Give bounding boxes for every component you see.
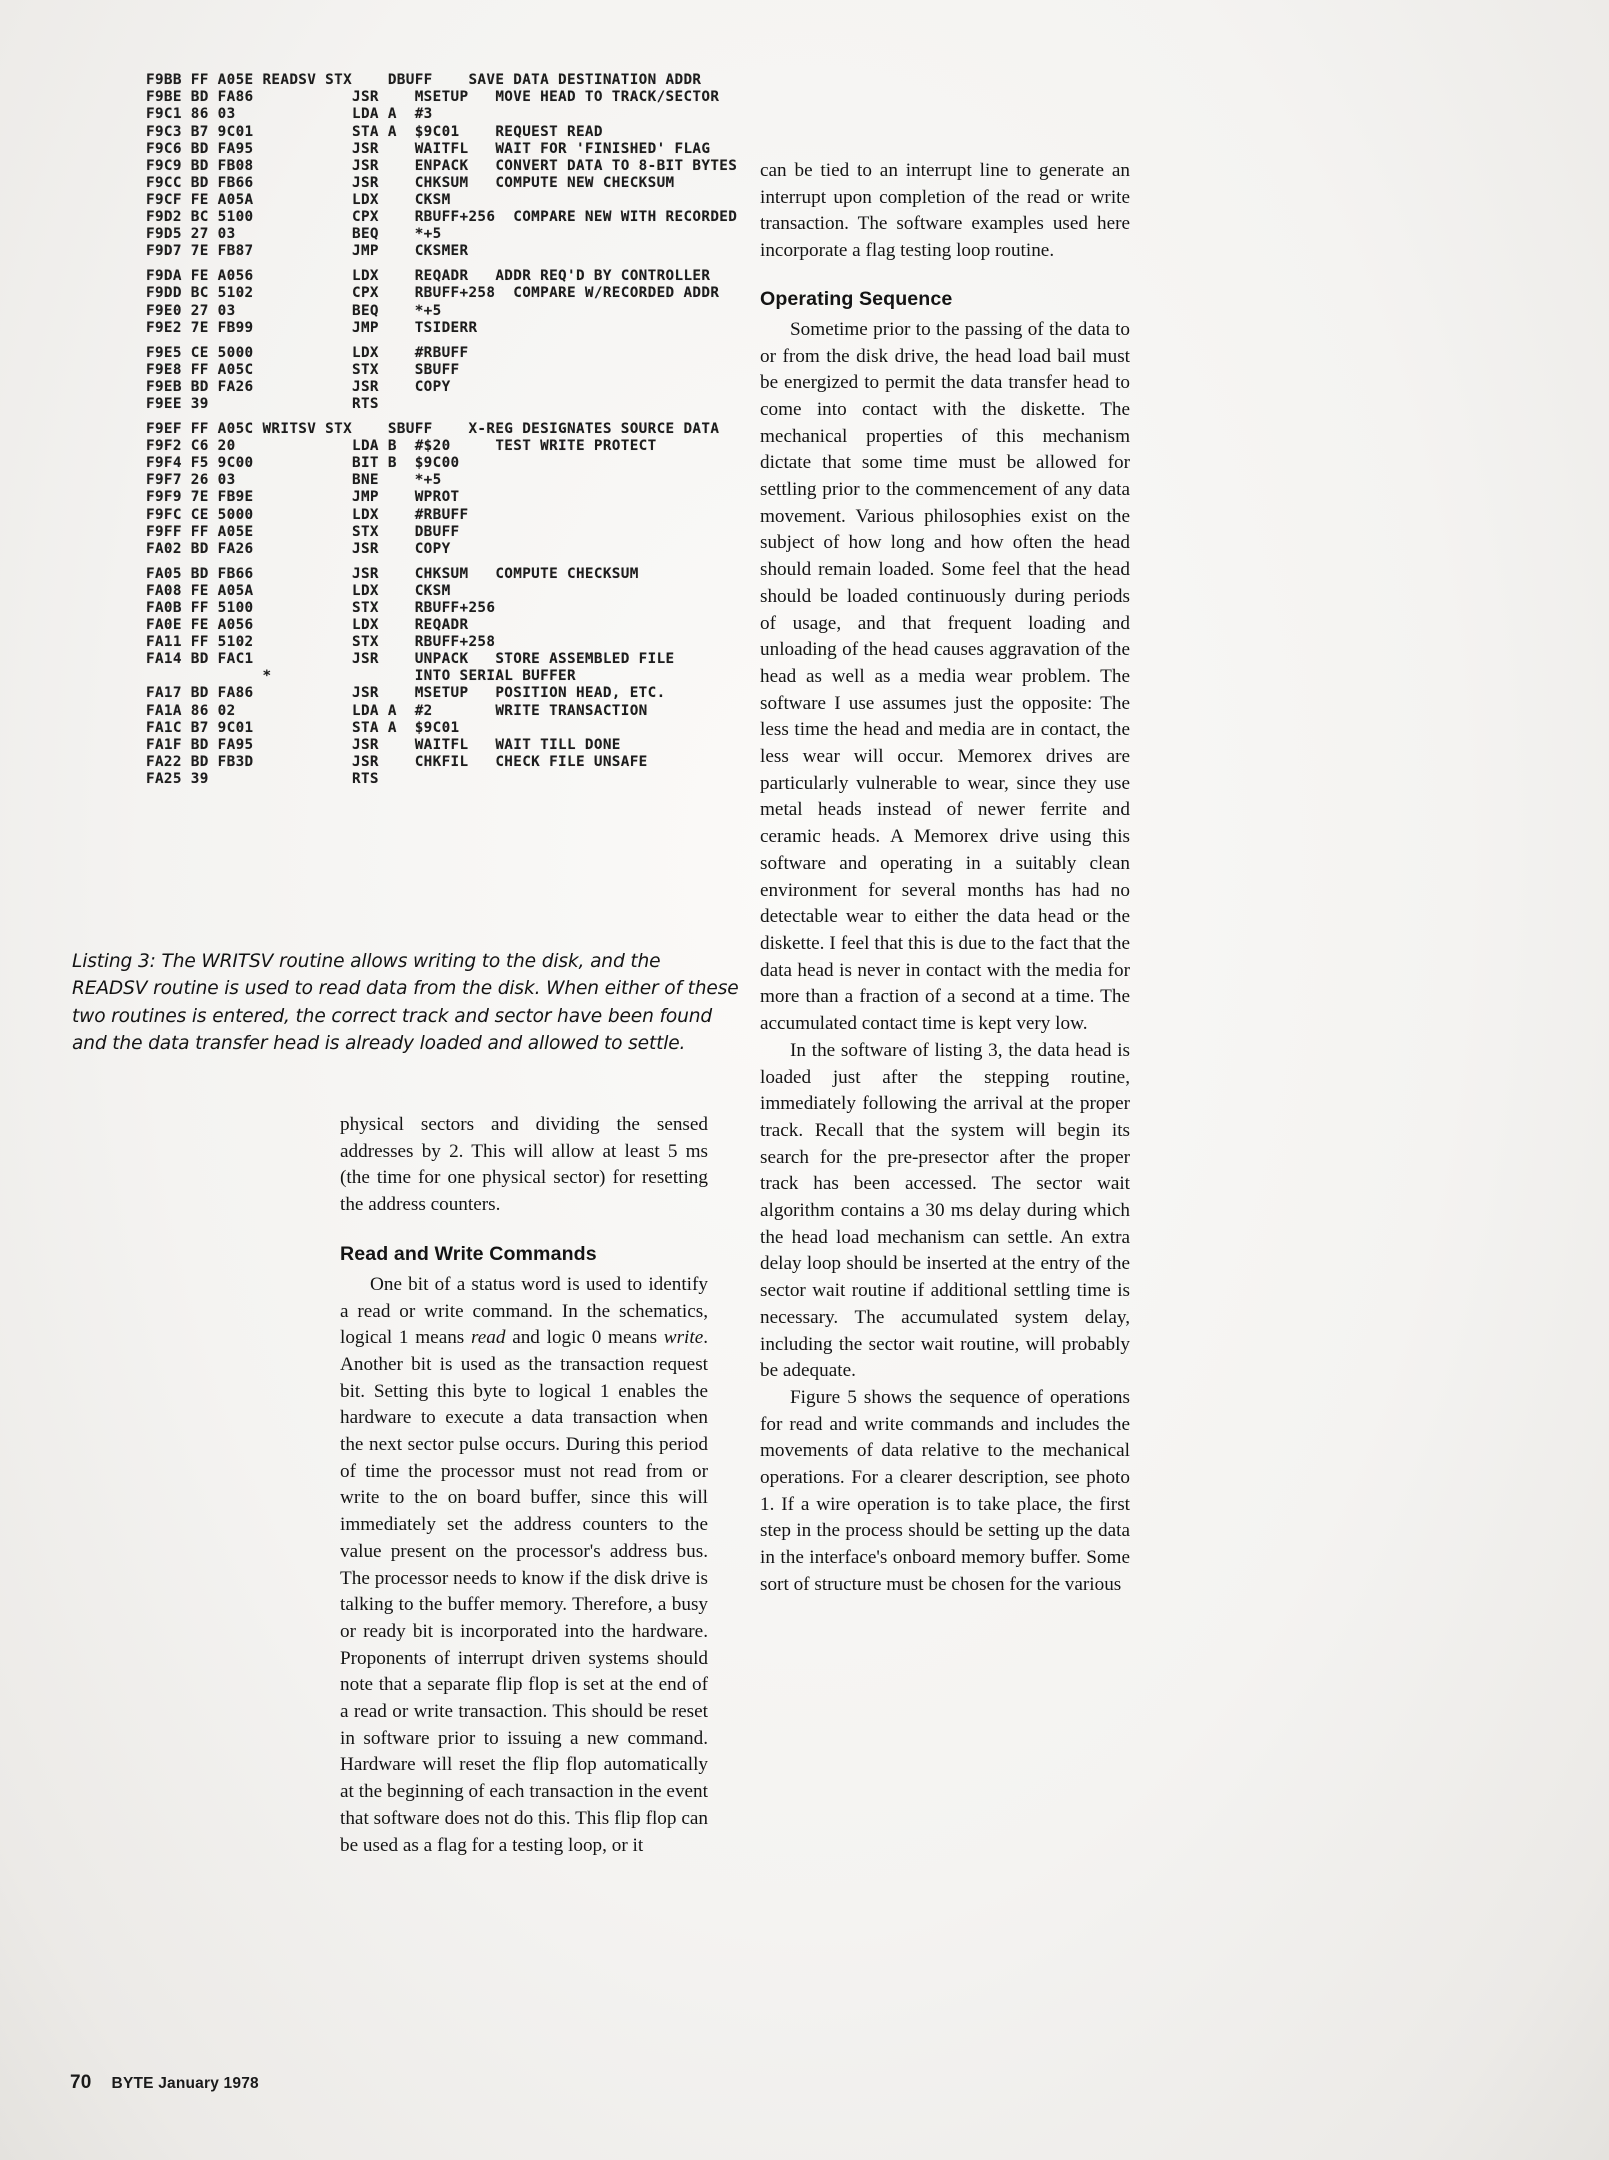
paragraph-operating-1: Sometime prior to the passing of the data to or from the disk drive, the head load bail must be energized to permit the data transfer head to come into contact with the diskette. The mechanical properties of this mechanism dictate that some time must be allowed for settling prior to the commencement of any data movement. Various philosophies exist on the subject of how long and how often the head should remain loaded. Some feel that the head should be loaded continuously during periods of usage, and that frequent loading and unloading of the head causes aggravation of the head as well as a media wear problem. The software I use assumes just the opposite: The less time the head and media are in contact, the less wear will occur. Memorex drives are particularly vulnerable to wear, since they use metal heads instead of newer ferrite and ceramic heads. A Memorex drive using this software and operating in a suitably clean environment for several months has had no detectable wear to either the data head or the diskette. I feel that this is due to the fact that the data head is never in contact with the media for more than a fraction of a second at a time. The accumulated contact time is kept very low. [760, 318, 1130, 1035]
emphasis-read: read [471, 1327, 506, 1349]
listing-line: FA05 BD FB66 JSR CHKSUM COMPUTE CHECKSUM [146, 565, 639, 582]
right-text-column [760, 158, 1130, 1599]
listing-line: F9CC BD FB66 JSR CHKSUM COMPUTE NEW CHECKSUM [146, 174, 675, 191]
listing-line: F9BE BD FA86 JSR MSETUP MOVE HEAD TO TRACK/SECTOR [146, 89, 720, 106]
listing-line: F9E2 7E FB99 JMP TSIDERR [146, 319, 478, 336]
listing-line: F9F4 F5 9C00 BIT B $9C00 [146, 455, 460, 472]
listing-line: FA11 FF 5102 STX RBUFF+258 [146, 634, 496, 651]
paragraph-read-write-part-c: . Another bit is used as the transaction request bit. Setting this byte to logical 1 enables the hardware to execute a data transaction when the next sector pulse occurs. During this period of time the processor must not read from or write to the on board buffer, since this will immediately set the address counters to the value present on the processor's address bus. The processor needs to know if the disk drive is talking to the buffer memory. Therefore, a busy or ready bit is incorporated into the hardware. Proponents of interrupt driven systems should note that a separate flip flop is set at the end of a read or write transaction. This should be reset in software prior to issuing a new command. Hardware will reset the flip flop automatically at the beginning of each transaction in the event that software does not do this. This flip flop can be used as a flag for a testing loop, or it [340, 1327, 709, 1856]
listing-line: FA0B FF 5100 STX RBUFF+256 [146, 600, 496, 617]
paragraph-continued: physical sectors and dividing the sensed addresses by 2. This will allow at least 5 ms (the time for one physical sector) for resetting the address counters. [340, 1114, 708, 1216]
assembly-listing [146, 72, 766, 788]
page-footer [70, 2072, 259, 2094]
listing-line: FA1A 86 02 LDA A #2 WRITE TRANSACTION [146, 702, 648, 719]
listing-line: F9EB BD FA26 JSR COPY [146, 378, 451, 395]
listing-line: FA14 BD FAC1 JSR UNPACK STORE ASSEMBLED FILE [146, 651, 675, 668]
listing-line: F9F9 7E FB9E JMP WPROT [146, 489, 460, 506]
listing-line: F9EE 39 RTS [146, 395, 379, 412]
listing-line: F9CF FE A05A LDX CKSM [146, 191, 451, 208]
listing-line: F9EF FF A05C WRITSV STX SBUFF X-REG DESIGNATES SOURCE DATA [146, 421, 720, 438]
listing-line: F9FC CE 5000 LDX #RBUFF [146, 506, 469, 523]
listing-line: FA25 39 RTS [146, 770, 379, 787]
listing-blank-line [146, 413, 766, 421]
listing-line: FA1F BD FA95 JSR WAITFL WAIT TILL DONE [146, 736, 621, 753]
listing-line: F9E5 CE 5000 LDX #RBUFF [146, 344, 469, 361]
listing-line: FA0E FE A056 LDX REQADR [146, 617, 469, 634]
magazine-issue-label: BYTE January 1978 [111, 2075, 259, 2092]
listing-line: F9D5 27 03 BEQ *+5 [146, 226, 442, 243]
paragraph-interrupt-line: can be tied to an interrupt line to generate an interrupt upon completion of the read or write transaction. The software examples used here incorporate a flag testing loop routine. [760, 160, 1130, 262]
listing-line: F9DA FE A056 LDX REQADR ADDR REQ'D BY CONTROLLER [146, 268, 711, 285]
listing-line: F9FF FF A05E STX DBUFF [146, 523, 460, 540]
emphasis-write: write [663, 1327, 704, 1349]
listing-line: F9E0 27 03 BEQ *+5 [146, 302, 442, 319]
paragraph-operating-3: Figure 5 shows the sequence of operations for read and write commands and includes the movements of data relative to the mechanical operations. For a clearer description, see photo 1. If a wire operation is to take place, the first step in the process should be setting up the data in the interface's onboard memory buffer. Some sort of structure must be chosen for the various [760, 1386, 1130, 1595]
listing-blank-line [146, 260, 766, 268]
listing-line: F9C9 BD FB08 JSR ENPACK CONVERT DATA TO 8-BIT BYTES [146, 157, 738, 174]
listing-blank-line [146, 558, 766, 566]
listing-line: F9D7 7E FB87 JMP CKSMER [146, 243, 469, 260]
paragraph-operating-2: In the software of listing 3, the data head is loaded just after the stepping routine, immediately following the arrival at the proper track. Recall that the system will begin its search for the pre-presector after the proper track has been accessed. The sector wait algorithm contains a 30 ms delay during which the head load mechanism can settle. An extra delay loop should be inserted at the entry of the sector wait routine if additional settling time is necessary. The accumulated system delay, including the sector wait routine, will probably be adequate. [760, 1039, 1130, 1382]
listing-line: FA17 BD FA86 JSR MSETUP POSITION HEAD, ETC. [146, 685, 666, 702]
listing-line: F9F2 C6 20 LDA B #$20 TEST WRITE PROTECT [146, 438, 657, 455]
paragraph-read-write-part-a: One bit of a status word is used to identify a read or write command. In the schematics, logical 1 means [340, 1273, 708, 1349]
paragraph-read-write-part-b: and logic 0 means [505, 1327, 664, 1349]
heading-operating-sequence: Operating Sequence [760, 287, 953, 310]
heading-read-and-write-commands: Read and Write Commands [340, 1242, 597, 1265]
listing-line: F9C1 86 03 LDA A #3 [146, 106, 433, 123]
listing-line: F9F7 26 03 BNE *+5 [146, 472, 442, 489]
listing-line: F9C3 B7 9C01 STA A $9C01 REQUEST READ [146, 123, 603, 140]
listing-line: FA08 FE A05A LDX CKSM [146, 582, 451, 599]
listing-line: F9DD BC 5102 CPX RBUFF+258 COMPARE W/RECORDED ADDR [146, 285, 720, 302]
listing-line: FA22 BD FB3D JSR CHKFIL CHECK FILE UNSAFE [146, 753, 648, 770]
listing-line: FA02 BD FA26 JSR COPY [146, 540, 451, 557]
listing-line: F9D2 BC 5100 CPX RBUFF+256 COMPARE NEW WITH RECORDED [146, 209, 738, 226]
listing-line: F9BB FF A05E READSV STX DBUFF SAVE DATA DESTINATION ADDR [146, 72, 702, 89]
listing-line: * INTO SERIAL BUFFER [146, 668, 576, 685]
paragraph-read-write [340, 1272, 708, 1859]
page-number: 70 [70, 2072, 92, 2093]
listing-blank-line [146, 337, 766, 345]
middle-text-column [340, 1112, 708, 1859]
listing-caption: Listing 3: The WRITSV routine allows writing to the disk, and the READSV routine is used to read data from the disk. When either of these two routines is entered, the correct track and sector have been found and the data transfer head is already loaded and allowed to settle. [72, 951, 739, 1055]
listing-line: F9E8 FF A05C STX SBUFF [146, 361, 460, 378]
listing-line: F9C6 BD FA95 JSR WAITFL WAIT FOR 'FINISHED' FLAG [146, 140, 711, 157]
listing-line: FA1C B7 9C01 STA A $9C01 [146, 719, 460, 736]
